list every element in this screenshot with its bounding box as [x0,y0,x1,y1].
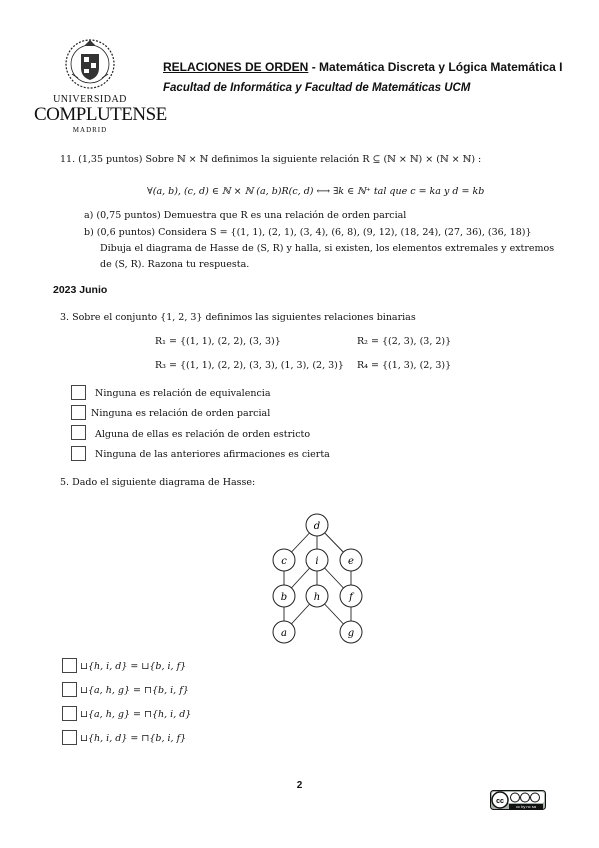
node-g-label: g [347,628,355,639]
page-number: 2 [296,780,303,791]
q5-option-2-checkbox[interactable] [62,682,77,697]
logo-line-universidad: UNIVERSIDAD [53,94,127,105]
q11-part-b-line3: de (S, R). Razona tu respuesta. [100,259,250,270]
q5-option-3-checkbox[interactable] [62,706,77,721]
university-logo [34,34,167,134]
q11-part-a: a) (0,75 puntos) Demuestra que R es una relación de orden parcial [84,210,407,221]
q3-relation-r4: R₄ = {(1, 3), (2, 3)} [357,360,452,371]
node-d-label: d [313,521,321,532]
page-title [163,60,562,74]
node-i-label: i [315,556,319,567]
q3-relation-r1: R₁ = {(1, 1), (2, 2), (3, 3)} [155,336,281,347]
node-b-label: b [280,592,288,603]
q5-option-1-label: ⊔{h, i, d} = ⊔{b, i, f} [80,661,187,672]
node-f-label: f [349,592,353,603]
q5-option-3-label: ⊔{a, h, g} = ⊓{h, i, d} [80,709,192,720]
license-badge-text: cc by nc sa [515,804,537,809]
hasse-diagram [258,505,378,645]
q3-option-3-checkbox[interactable] [71,425,86,440]
q3-option-3-label: Alguna de ellas es relación de orden estricto [95,429,311,440]
svg-text:cc: cc [496,798,504,805]
q3-option-1-label: Ninguna es relación de equivalencia [95,388,271,399]
section-heading: 2023 Junio [53,284,108,296]
university-crest-icon [64,34,116,94]
q11-part-b-line2: Dibuja el diagrama de Hasse de (S, R) y halla, si existen, los elementos extremales y extremos [100,243,555,254]
q5-option-1-checkbox[interactable] [62,658,77,673]
q5-option-4-checkbox[interactable] [62,730,77,745]
q11-intro: 11. (1,35 puntos) Sobre ℕ × ℕ definimos la siguiente relación R ⊆ (ℕ × ℕ) × (ℕ × ℕ) : [60,154,482,165]
logo-line-complutense: COMPLUTENSE [34,104,167,125]
q3-intro: 3. Sobre el conjunto {1, 2, 3} definimos las siguientes relaciones binarias [60,312,416,323]
q3-relation-r3: R₃ = {(1, 1), (2, 2), (3, 3), (1, 3), (2, 3)} [155,360,344,371]
q5-option-2-label: ⊔{a, h, g} = ⊓{b, i, f} [80,685,189,696]
node-a-label: a [281,628,287,639]
q5-intro: 5. Dado el siguiente diagrama de Hasse: [60,477,256,488]
node-c-label: c [281,556,287,567]
title-topic: RELACIONES DE ORDEN [163,60,309,74]
node-h-label: h [313,592,321,603]
q3-option-4-checkbox[interactable] [71,446,86,461]
q3-option-1-checkbox[interactable] [71,385,86,400]
creative-commons-license-icon [490,790,546,810]
q11-definition: ∀(a, b), (c, d) ∈ ℕ × ℕ (a, b)R(c, d) ⟷ ∃k ∈ ℕ⁺ tal que c = ka y d = kb [147,186,485,197]
title-course: - Matemática Discreta y Lógica Matemática I [308,60,563,74]
logo-line-madrid: MADRID [72,126,108,134]
q5-option-4-label: ⊔{h, i, d} = ⊓{b, i, f} [80,733,187,744]
node-e-label: e [348,556,354,567]
q3-option-2-label: Ninguna es relación de orden parcial [91,408,271,419]
hasse-edges [284,525,351,632]
q11-part-b: b) (0,6 puntos) Considera S = {(1, 1), (2, 1), (3, 4), (6, 8), (9, 12), (18, 24), (27, 36), (36, 18)} [84,227,532,238]
q3-option-2-checkbox[interactable] [71,405,86,420]
q3-option-4-label: Ninguna de las anteriores afirmaciones es cierta [95,449,330,460]
page-subtitle: Facultad de Informática y Facultad de Matemáticas UCM [163,82,471,94]
q3-relation-r2: R₂ = {(2, 3), (3, 2)} [357,336,452,347]
